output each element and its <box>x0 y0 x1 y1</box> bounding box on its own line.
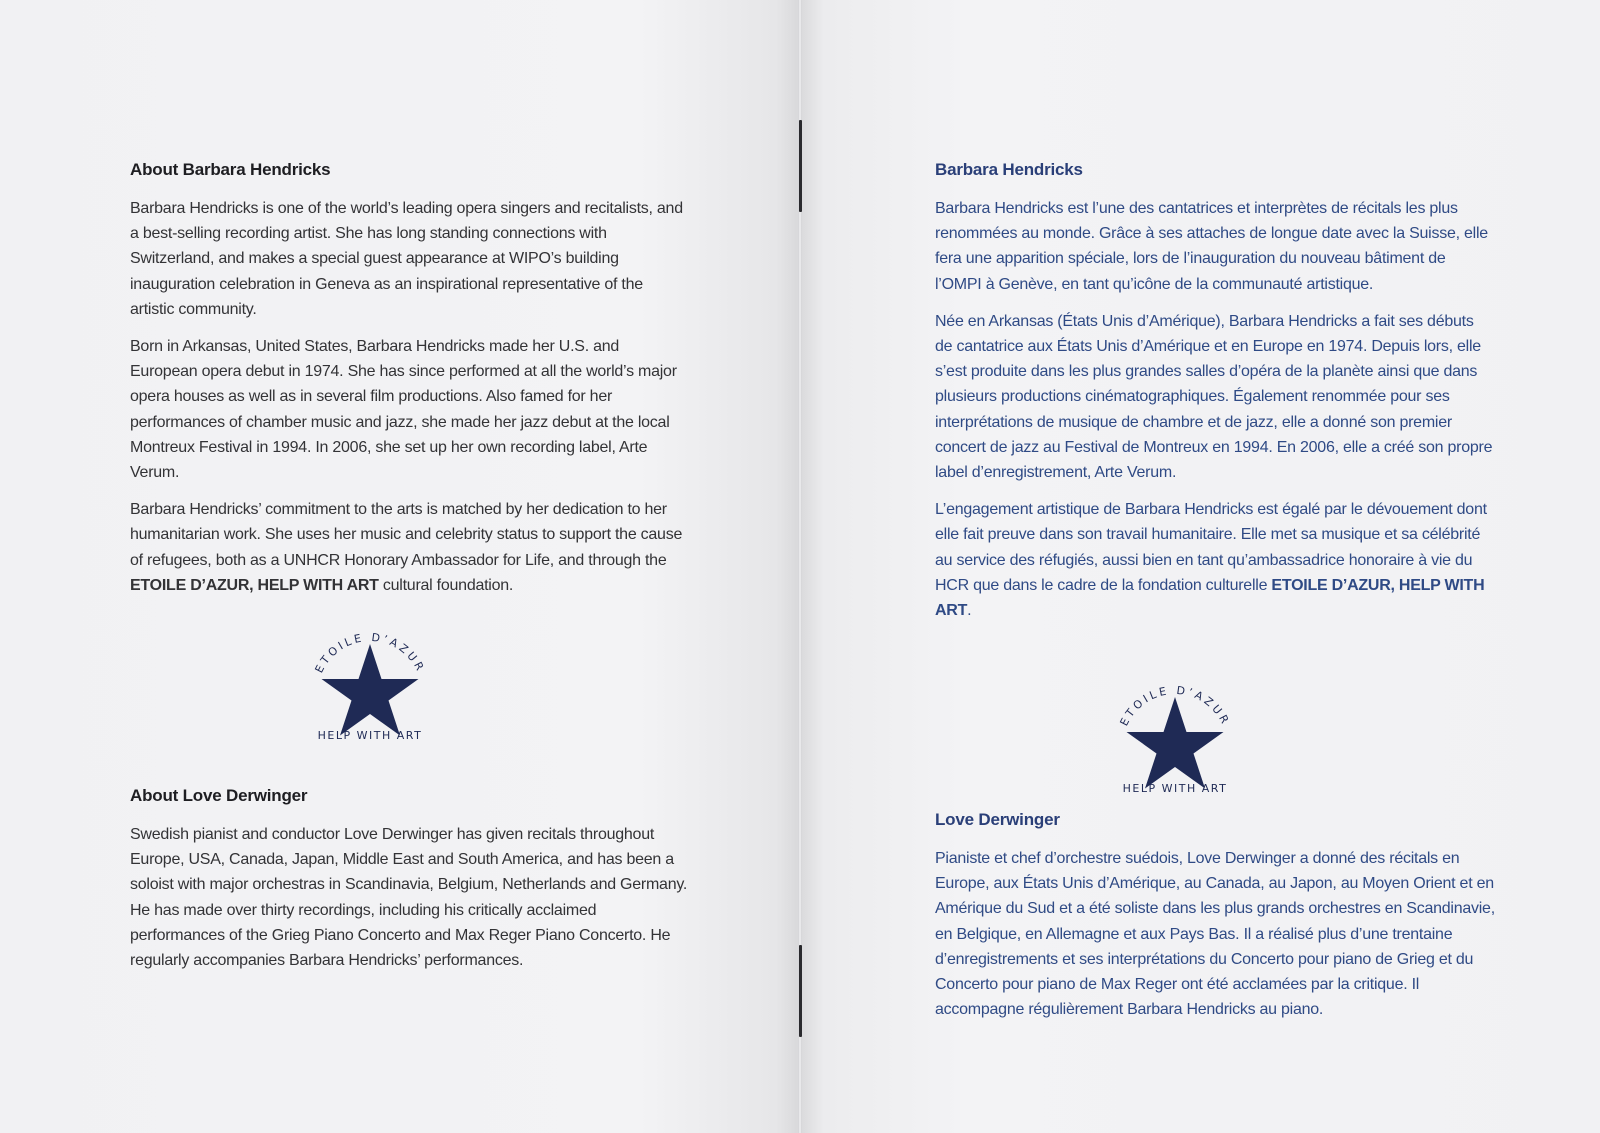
right-section-love <box>935 810 1495 1034</box>
left-section-barbara <box>130 160 690 610</box>
etoile-dazur-logo <box>290 625 450 755</box>
paragraph: Née en Arkansas (États Unis d’Amérique), Barbara Hendricks a fait ses débuts de cantatrice aux États Unis d’Amérique et en Europe en 1974. Depuis lors, elle s’est produite dans les plus grandes salles d’opéra de la planète ainsi que dans plusieurs productions cinématographiques. Également renommée pour ses interprétations de musique de chambre et de jazz, elle a donné son premier concert de jazz au Festival de Montreux en 1994. En 2006, elle a créé son propre label d’enregistrement, Arte Verum. <box>935 312 1493 482</box>
star-icon <box>1127 697 1224 789</box>
paragraph: Swedish pianist and conductor Love Derwinger has given recitals throughout Europe, USA, Canada, Japan, Middle East and South America, and has been a soloist with major orchestras in Scandinavia, Belgium, Netherlands and Germany. He has made over thirty recordings, including his critically acclaimed performances of the Grieg Piano Concerto and Max Reger Piano Concerto. He regularly accompanies Barbara Hendricks’ performances. <box>130 826 688 970</box>
star-icon <box>322 644 419 736</box>
foundation-name: ETOILE D’AZUR, HELP WITH ART <box>935 576 1485 620</box>
section-heading: About Barbara Hendricks <box>130 160 331 179</box>
logo-tagline: HELP WITH ART <box>1122 782 1228 795</box>
paragraph <box>130 497 690 598</box>
paragraph: Born in Arkansas, United States, Barbara Hendricks made her U.S. and European opera debut in 1974. She has since performed at all the world’s major opera houses as well as in several film productions. Also famed for her performances of chamber music and jazz, she made her jazz debut at the local Montreux Festival in 1994. In 2006, she set up her own recording label, Arte Verum. <box>130 338 677 482</box>
paragraph <box>935 497 1495 623</box>
logo-tagline: HELP WITH ART <box>317 729 423 742</box>
paragraph: Barbara Hendricks est l’une des cantatrices et interprètes de récitals les plus renommées au monde. Grâce à ses attaches de longue date avec la Suisse, elle fera une apparition spéciale, lors de l’inauguration du nouveau bâtiment de l’OMPI à Genève, en tant qu’icône de la communauté artistique. <box>935 200 1488 293</box>
staple-top <box>799 120 802 212</box>
left-section-love <box>130 786 690 985</box>
foundation-name: ETOILE D’AZUR, HELP WITH ART <box>130 576 379 594</box>
right-section-barbara <box>935 160 1495 635</box>
paragraph-text: . <box>967 602 972 620</box>
right-page <box>800 0 1600 1133</box>
paragraph-text: Barbara Hendricks’ commitment to the arts is matched by her dedication to her humanitarian work. She uses her music and celebrity status to support the cause of refugees, both as a UNHCR Honorary Ambassador for Life, and through the <box>130 501 683 569</box>
staple-bottom <box>799 945 802 1037</box>
section-heading: Barbara Hendricks <box>935 160 1083 179</box>
logo-arc-text: ETOILE D’AZUR <box>312 630 428 676</box>
logo-arc-text: ETOILE D’AZUR <box>1117 683 1233 729</box>
section-heading: Love Derwinger <box>935 810 1060 829</box>
paragraph-text: L’engagement artistique de Barbara Hendricks est égalé par le dévouement dont elle fait preuve dans son travail humanitaire. Elle met sa musique et sa célébrité au service des réfugiés, aussi bien en tant qu’ambassadrice honoraire à vie du HCR que dans le cadre de la fondation culturelle <box>935 501 1487 594</box>
paragraph: Pianiste et chef d’orchestre suédois, Love Derwinger a donné des récitals en Europe, aux États Unis d’Amérique, au Canada, au Japon, au Moyen Orient et en Amérique du Sud et a été soliste dans les plus grands orchestres en Scandinavie, en Belgique, en Allemagne et aux Pays Bas. Il a réalisé plus d’une trentaine d’enregistrements et ses interprétations du Concerto pour piano de Grieg et du Concerto pour piano de Max Reger ont été acclamées par la critique. Il accompagne régulièrement Barbara Hendricks au piano. <box>935 850 1495 1019</box>
paragraph-text: cultural foundation. <box>378 576 514 594</box>
paragraph: Barbara Hendricks is one of the world’s leading opera singers and recitalists, and a best-selling recording artist. She has long standing connections with Switzerland, and makes a special guest appearance at WIPO’s building inauguration celebration in Geneva as an inspirational representative of the artistic community. <box>130 200 683 318</box>
etoile-dazur-logo <box>1095 678 1255 808</box>
section-heading: About Love Derwinger <box>130 786 308 805</box>
